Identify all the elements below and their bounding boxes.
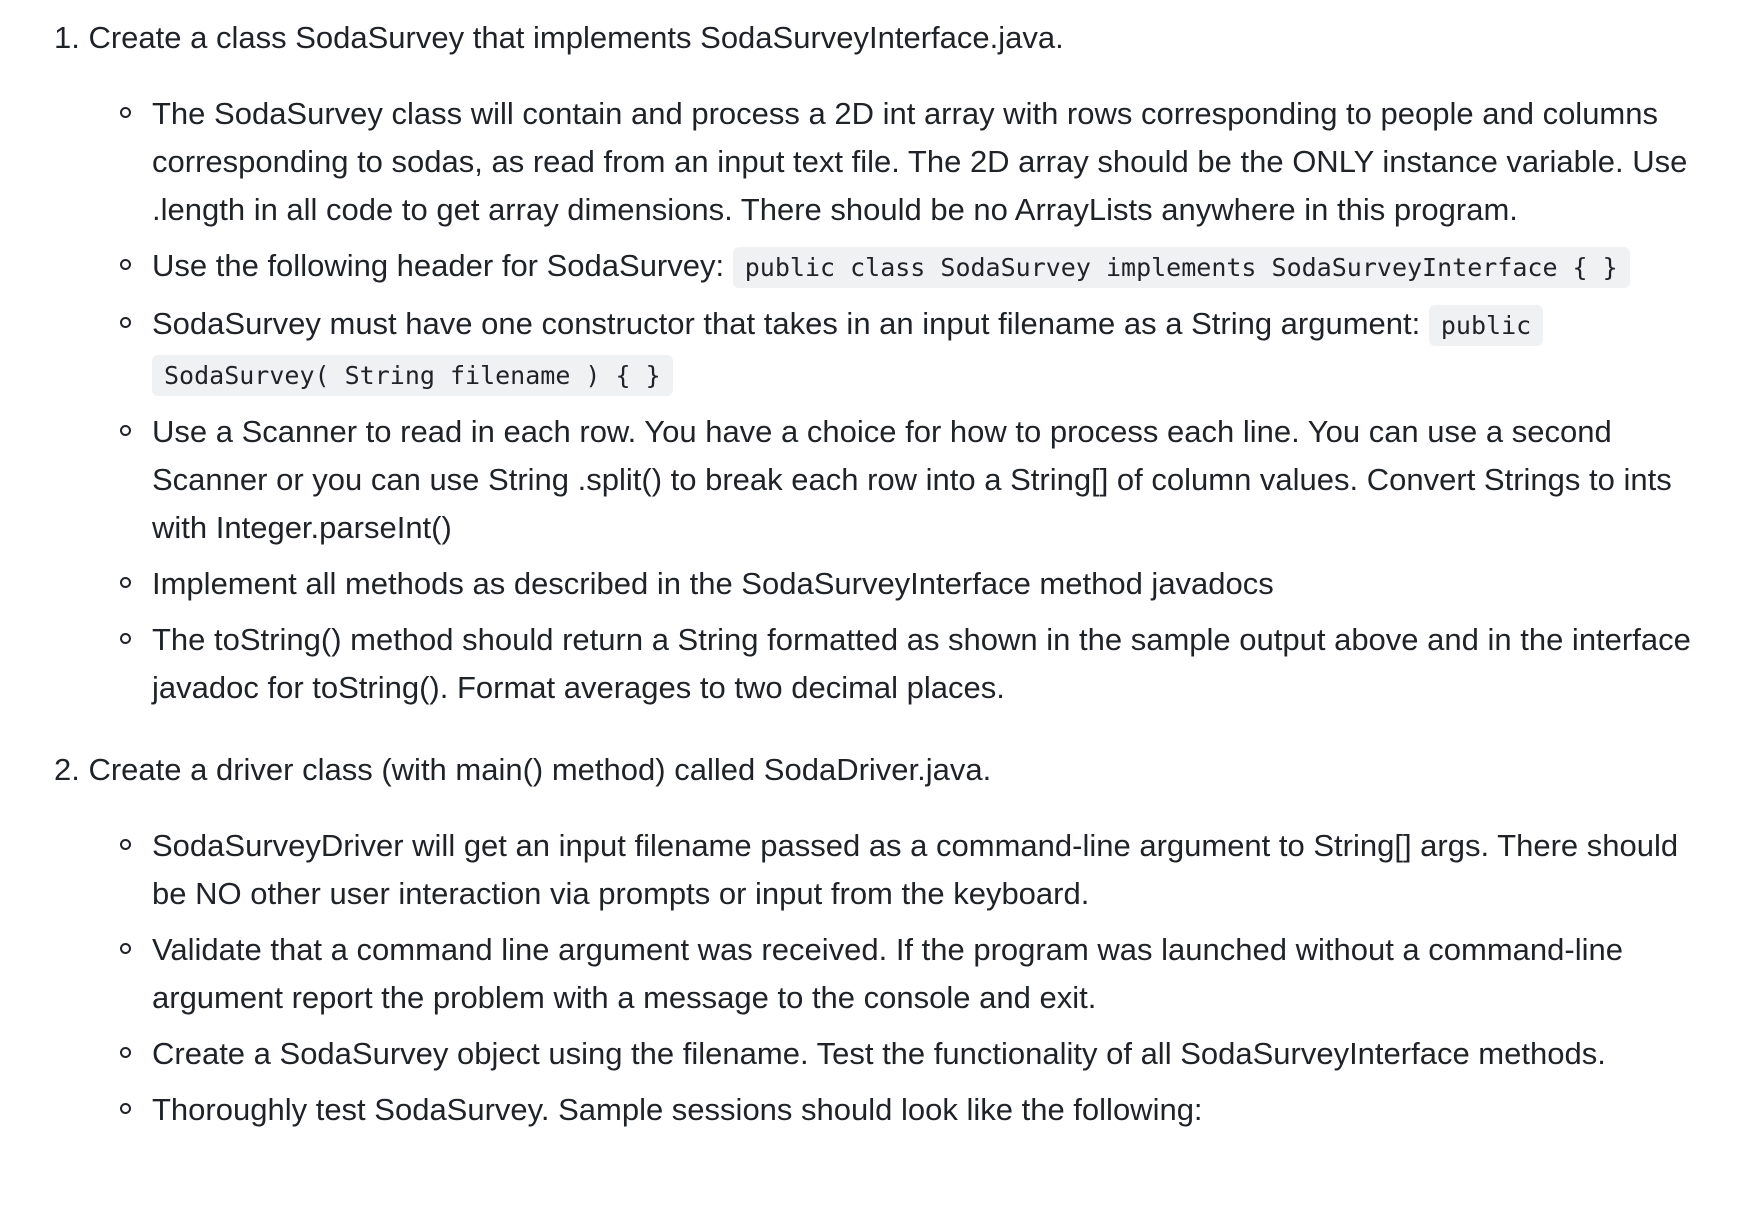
circle-bullet-icon <box>120 107 131 118</box>
step-2 <box>54 746 1694 1134</box>
circle-bullet-icon <box>120 943 131 954</box>
list-item <box>152 926 1694 1022</box>
circle-bullet-icon <box>120 1047 131 1058</box>
bullet-text: SodaSurvey must have one constructor that takes in an input filename as a String argument: <box>152 306 1429 341</box>
bullet-text: Thoroughly test SodaSurvey. Sample sessions should look like the following: <box>152 1092 1203 1127</box>
bullet-text: Validate that a command line argument was received. If the program was launched without a command-line argument report the problem with a message to the console and exit. <box>152 932 1623 1015</box>
list-item <box>152 1030 1694 1078</box>
steps-list <box>54 14 1694 1134</box>
bullet-text: Implement all methods as described in the SodaSurveyInterface method javadocs <box>152 566 1274 601</box>
list-item <box>152 300 1694 400</box>
list-item <box>152 90 1694 234</box>
step-2-bullets <box>54 822 1694 1134</box>
circle-bullet-icon <box>120 425 131 436</box>
list-item <box>152 242 1694 292</box>
list-item <box>152 560 1694 608</box>
circle-bullet-icon <box>120 317 131 328</box>
circle-bullet-icon <box>120 1103 131 1114</box>
circle-bullet-icon <box>120 577 131 588</box>
bullet-text: Use a Scanner to read in each row. You have a choice for how to process each line. You can use a second Scanner or you can use String .split() to break each row into a String[] of column values. Convert Strings to ints with Integer.parseInt() <box>152 414 1672 545</box>
circle-bullet-icon <box>120 259 131 270</box>
circle-bullet-icon <box>120 839 131 850</box>
step-1-bullets <box>54 90 1694 712</box>
list-item <box>152 616 1694 712</box>
bullet-text: Create a SodaSurvey object using the filename. Test the functionality of all SodaSurveyInterface methods. <box>152 1036 1606 1071</box>
step-heading: 1. Create a class SodaSurvey that implements SodaSurveyInterface.java. <box>54 20 1064 55</box>
inline-code: public SodaSurvey( String filename ) { } <box>152 305 1543 396</box>
list-item <box>152 1086 1694 1134</box>
inline-code: public class SodaSurvey implements SodaSurveyInterface { } <box>733 247 1630 288</box>
list-item <box>152 408 1694 552</box>
step-1 <box>54 14 1694 712</box>
bullet-text: SodaSurveyDriver will get an input filename passed as a command-line argument to String[] args. There should be NO other user interaction via prompts or input from the keyboard. <box>152 828 1679 911</box>
list-item <box>152 822 1694 918</box>
step-heading: 2. Create a driver class (with main() method) called SodaDriver.java. <box>54 752 992 787</box>
bullet-text: The SodaSurvey class will contain and process a 2D int array with rows corresponding to people and columns corresponding to sodas, as read from an input text file. The 2D array should be the ONLY instance variable. Use .length in all code to get array dimensions. There should be no ArrayLists anywhere in this program. <box>152 96 1688 227</box>
bullet-text: The toString() method should return a String formatted as shown in the sample output above and in the interface javadoc for toString(). Format averages to two decimal places. <box>152 622 1691 705</box>
circle-bullet-icon <box>120 633 131 644</box>
bullet-text: Use the following header for SodaSurvey: <box>152 248 733 283</box>
